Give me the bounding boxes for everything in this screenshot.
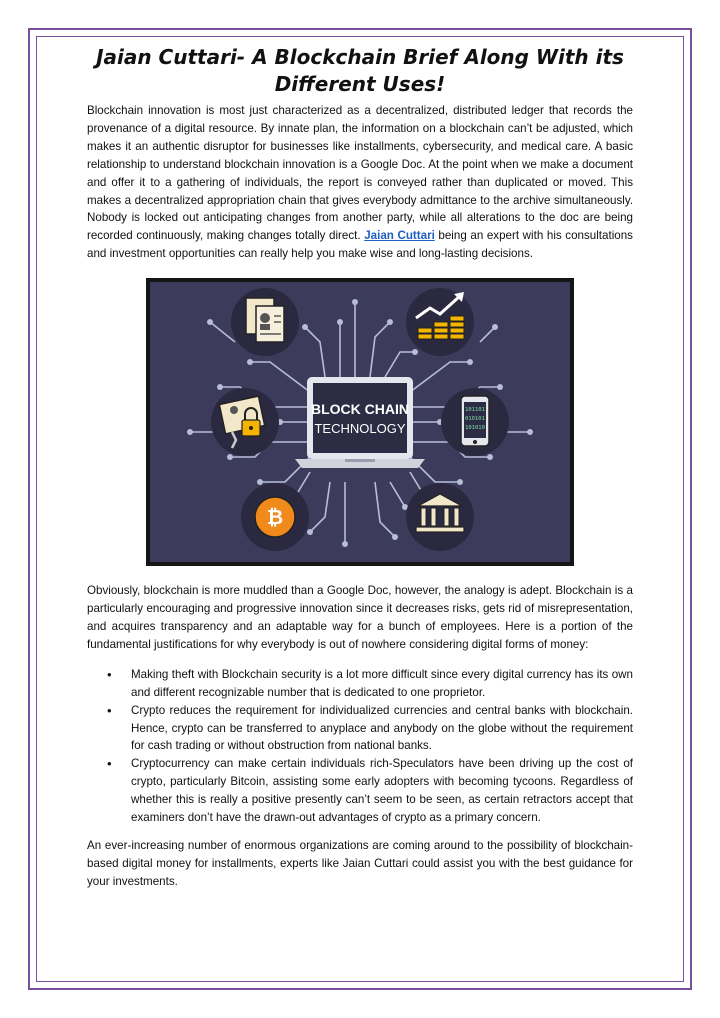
spacer xyxy=(87,566,633,582)
article-title: Jaian Cuttari- A Blockchain Brief Along With its Different Uses! xyxy=(96,45,624,96)
phone-code-line1: 101101 xyxy=(465,407,485,414)
bitcoin-symbol: ₿ xyxy=(266,505,284,530)
growth-chart-icon xyxy=(406,288,474,356)
screen-line2: TECHNOLOGY xyxy=(314,421,406,437)
phone-code-line3: 101010 xyxy=(465,425,485,432)
intro-text: Blockchain innovation is most just characterized as a decentralized, distributed ledger that records the provenance of a digital resource. By innate plan, the information on a blockchain can’t be adjusted, which makes it an authentic disruptor for businesses like installments, cybersecurity, and medical care. A basic relationship to understand blockchain innovation is a Google Doc. At the point when we make a document and offer it to a gathering of individuals, the report is conveyed rather than duplicated or moved. This makes a decentralized appropriation chain that gives everybody admittance to the archive simultaneously. Nobody is locked out anticipating changes from another party, while all alterations to the doc are being recorded continuously, making changes totally direct. xyxy=(87,104,633,243)
bank-icon xyxy=(406,483,474,551)
documents-icon xyxy=(231,288,299,356)
list-item: • Cryptocurrency can make certain individuals rich-Speculators have been driving up the cost of crypto, particularly Bitcoin, assisting some early adopters with becoming tycoons. Regardless of whether this is really a positive presently can’t seem to be seen, as certain retractors accept that examiners don’t have the drawn-out advantages of crypto as a primary concern. xyxy=(131,755,633,827)
intro-text-end: being an expert with his consultations and investment opportunities can really help you make wise and long-lasting decisions. xyxy=(87,229,633,261)
intro-paragraph xyxy=(87,102,633,263)
screen-line1: BLOCK CHAIN xyxy=(311,401,409,418)
mobile-phone-icon xyxy=(441,388,509,456)
blockchain-illustration-svg xyxy=(150,282,570,562)
reasons-list xyxy=(87,666,633,827)
author-link[interactable]: Jaian Cuttari xyxy=(364,229,435,243)
paragraph-2: Obviously, blockchain is more muddled than a Google Doc, however, the analogy is adept. Blockchain is a particularly encouraging and progressive innovation since it decreases risks, gets rid of misrepresentation, and acquires transparency and an adaptable way for a bunch of employees. Here is a portion of the fundamental justifications for why everybody is out of nowhere considering digital forms of money: xyxy=(87,584,633,651)
list-item: • Crypto reduces the requirement for individualized currencies and central banks with blockchain. Hence, crypto can be transferred to anyplace and anybody on the globe without the requirement for cash trading or without obstruction from national banks. xyxy=(131,702,633,756)
paragraph-3: An ever-increasing number of enormous organizations are coming around to the possibility of blockchain-based digital money for installments, experts like Jaian Cuttari could assist you with the best guidance for your investments. xyxy=(87,838,633,888)
list-item: • Making theft with Blockchain security is a lot more difficult since every digital currency has its own and different recognizable number that is dedicated to one proprietor. xyxy=(131,666,633,702)
article xyxy=(87,44,633,891)
phone-code-line2: 010101 xyxy=(465,416,485,423)
certificate-lock-icon xyxy=(211,388,279,456)
blockchain-illustration xyxy=(146,278,574,566)
